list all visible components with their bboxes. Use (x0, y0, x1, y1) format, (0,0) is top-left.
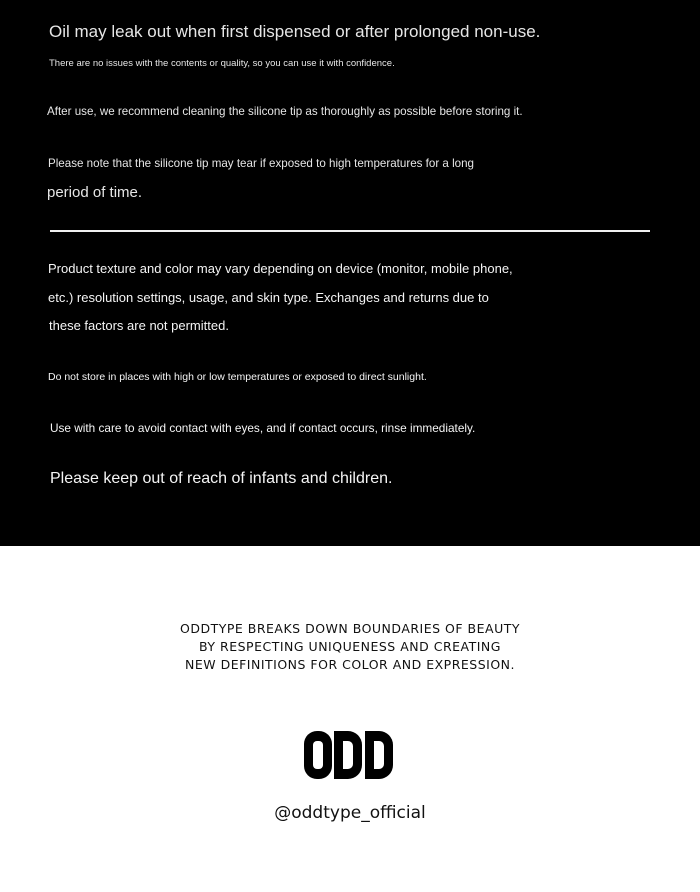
leak-heading: Oil may leak out when first dispensed or after prolonged non-use. (49, 22, 541, 41)
tagline-line-2: BY RESPECTING UNIQUENESS AND CREATING (199, 639, 501, 654)
brand-panel (0, 546, 700, 892)
tagline-line-3: NEW DEFINITIONS FOR COLOR AND EXPRESSION. (184, 657, 515, 672)
texture-notice-line-2: etc.) resolution settings, usage, and skin type. Exchanges and returns due to (48, 290, 489, 305)
oddtype-logo-icon (303, 729, 395, 781)
children-notice: Please keep out of reach of infants and children. (50, 470, 393, 487)
tagline-line-1: ODDTYPE BREAKS DOWN BOUNDARIES OF BEAUTY (179, 621, 520, 636)
cleaning-notice: After use, we recommend cleaning the silicone tip as thoroughly as possible before storing it. (47, 105, 523, 118)
leak-note: There are no issues with the contents or quality, so you can use it with confidence. (49, 58, 395, 69)
section-divider (50, 230, 650, 232)
texture-notice-line-3: these factors are not permitted. (49, 318, 229, 333)
tear-notice-line-1: Please note that the silicone tip may tear if exposed to high temperatures for a long (48, 157, 474, 170)
tear-notice-line-2: period of time. (47, 184, 143, 201)
texture-notice-line-1: Product texture and color may vary depending on device (monitor, mobile phone, (48, 261, 513, 276)
oddtype-logo-svg (303, 729, 395, 781)
instagram-handle: @oddtype_official (274, 803, 426, 823)
brand-tagline (0, 620, 700, 674)
storage-notice: Do not store in places with high or low temperatures or exposed to direct sunlight. (48, 371, 427, 383)
eye-contact-notice: Use with care to avoid contact with eyes, and if contact occurs, rinse immediately. (50, 421, 476, 435)
